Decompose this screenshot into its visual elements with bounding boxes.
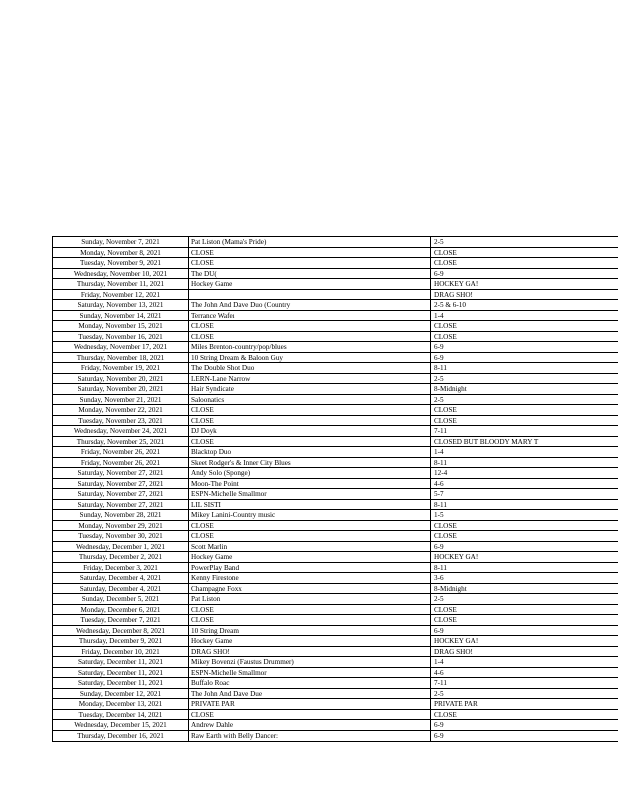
event-cell: 10 String Dream	[189, 626, 431, 636]
date-cell: Thursday, November 18, 2021	[53, 353, 189, 363]
event-cell: Moon-The Point	[189, 479, 431, 489]
table-row	[53, 374, 618, 385]
event-cell: Buffalo Roaс	[189, 678, 431, 688]
time-cell: 8-Midnight	[434, 584, 467, 593]
table-row	[53, 258, 618, 269]
table-row	[53, 290, 618, 301]
table-row	[53, 668, 618, 679]
date-cell: Saturday, November 27, 2021	[53, 500, 189, 510]
table-row	[53, 584, 618, 595]
event-cell: PRIVATE PAR	[189, 699, 431, 709]
table-row	[53, 468, 618, 479]
event-cell: CLOSE	[189, 521, 431, 531]
time-cell: 8-11	[434, 458, 447, 467]
time-cell: CLOSE	[434, 532, 457, 540]
time-cell: 8-Midnight	[434, 385, 467, 393]
date-cell: Sunday, December 5, 2021	[53, 594, 189, 604]
date-cell: Saturday, November 20, 2021	[53, 374, 189, 384]
event-cell: Skeet Rodger's & Inner City Blues	[189, 458, 431, 468]
event-cell: Mikey Lanini-Country music	[189, 510, 431, 520]
event-cell: Hockey Gamе	[189, 279, 431, 289]
date-cell: Sunday, November 28, 2021	[53, 510, 189, 520]
table-row	[53, 489, 618, 500]
time-cell: 5-7	[434, 490, 444, 498]
table-row	[53, 605, 618, 616]
table-row	[53, 447, 618, 458]
table-row	[53, 405, 618, 416]
event-cell: CLOSE	[189, 332, 431, 342]
date-cell: Thursday, December 16, 2021	[53, 731, 189, 742]
event-cell: CLOSE	[189, 405, 431, 415]
date-cell: Sunday, November 7, 2021	[53, 237, 189, 247]
time-cell: HOCKEY GA!	[434, 553, 479, 561]
event-cell: LERN-Lane Narrow	[189, 374, 431, 384]
time-cell: 2-5	[434, 689, 444, 698]
table-row	[53, 269, 618, 280]
event-cell: Scott Marlin	[189, 542, 431, 552]
date-cell: Wednesday, November 24, 2021	[53, 426, 189, 436]
time-cell: PRIVATE PAR	[434, 700, 478, 708]
schedule-table	[52, 236, 618, 742]
date-cell: Tuesday, November 23, 2021	[53, 416, 189, 426]
event-cell: DJ Doyk	[189, 426, 431, 436]
table-row	[53, 416, 618, 427]
time-cell: 7-11	[434, 679, 447, 687]
date-cell: Saturday, December 4, 2021	[53, 573, 189, 583]
table-row	[53, 710, 618, 721]
event-cell: Raw Earth with Belly Dancer:	[189, 731, 431, 742]
date-cell: Saturday, December 11, 2021	[53, 657, 189, 667]
time-cell: 6-9	[434, 731, 444, 740]
event-cell: CLOSE	[189, 615, 431, 625]
event-cell: Mikey Bovenzi (Faustus Drummer)	[189, 657, 431, 667]
time-cell: 2-5	[434, 395, 444, 404]
date-cell: Monday, November 22, 2021	[53, 405, 189, 415]
table-row	[53, 689, 618, 700]
date-cell: Monday, November 8, 2021	[53, 248, 189, 258]
event-cell: CLOSE	[189, 258, 431, 268]
time-cell: 1-4	[434, 658, 444, 666]
event-cell: CLOSE	[189, 437, 431, 447]
event-cell: CLOSE	[189, 416, 431, 426]
date-cell: Wednesday, December 1, 2021	[53, 542, 189, 552]
time-cell: 4-6	[434, 479, 444, 488]
time-cell: CLOSE	[434, 259, 457, 267]
table-row	[53, 237, 618, 248]
date-cell: Wednesday, December 15, 2021	[53, 720, 189, 730]
time-cell: 8-11	[434, 364, 447, 372]
time-cell: 7-11	[434, 427, 447, 435]
event-cell: CLOSE	[189, 248, 431, 258]
table-row	[53, 479, 618, 490]
time-cell: 6-9	[434, 343, 444, 351]
table-row	[53, 731, 618, 742]
time-cell: CLOSE	[434, 521, 457, 530]
time-cell: 8-11	[434, 500, 447, 509]
event-cell: Blacktop Duo	[189, 447, 431, 457]
date-cell: Wednesday, November 17, 2021	[53, 342, 189, 352]
table-row	[53, 311, 618, 322]
time-cell: CLOSE	[434, 710, 457, 719]
time-cell: CLOSE	[434, 248, 457, 257]
table-row	[53, 615, 618, 626]
event-cell: Hair Syndicate	[189, 384, 431, 394]
event-cell: The John And Dave Duo (Country	[189, 300, 431, 310]
time-cell: CLOSE	[434, 332, 457, 341]
event-cell: Pat Liston	[189, 594, 431, 604]
event-cell: Terrance Wafeı	[189, 311, 431, 321]
event-cell: Champagne Foxx	[189, 584, 431, 594]
time-cell: CLOSE	[434, 605, 457, 614]
date-cell: Friday, November 19, 2021	[53, 363, 189, 373]
event-cell	[189, 290, 431, 300]
time-cell: 3-6	[434, 574, 444, 582]
table-row	[53, 699, 618, 710]
date-cell: Sunday, December 12, 2021	[53, 689, 189, 699]
date-cell: Sunday, November 21, 2021	[53, 395, 189, 405]
time-cell: DRAG SHO!	[434, 290, 473, 299]
table-row	[53, 573, 618, 584]
date-cell: Thursday, November 11, 2021	[53, 279, 189, 289]
date-cell: Tuesday, December 14, 2021	[53, 710, 189, 720]
event-cell: Andrew Dahle	[189, 720, 431, 730]
time-cell: 8-11	[434, 563, 447, 572]
event-cell: The DU(	[189, 269, 431, 279]
date-cell: Wednesday, December 8, 2021	[53, 626, 189, 636]
event-cell: DRAG SHO!	[189, 647, 431, 657]
table-row	[53, 300, 618, 311]
time-cell: 2-5	[434, 595, 444, 603]
date-cell: Saturday, November 27, 2021	[53, 468, 189, 478]
date-cell: Tuesday, November 30, 2021	[53, 531, 189, 541]
table-row	[53, 500, 618, 511]
time-cell: 6-9	[434, 269, 444, 278]
time-cell: CLOSE	[434, 406, 457, 414]
time-cell: 1-4	[434, 448, 444, 456]
time-cell: 2-5	[434, 238, 444, 246]
date-cell: Monday, November 29, 2021	[53, 521, 189, 531]
event-cell: Saloonatics	[189, 395, 431, 405]
event-cell: PowerPlay Band	[189, 563, 431, 573]
time-cell: CLOSED BUT BLOODY MARY T	[434, 437, 539, 446]
date-cell: Friday, November 26, 2021	[53, 447, 189, 457]
date-cell: Friday, November 12, 2021	[53, 290, 189, 300]
date-cell: Saturday, December 11, 2021	[53, 668, 189, 678]
time-cell: 4-6	[434, 668, 444, 677]
date-cell: Tuesday, December 7, 2021	[53, 615, 189, 625]
event-cell: Kenny Firestone	[189, 573, 431, 583]
date-cell: Saturday, November 27, 2021	[53, 489, 189, 499]
table-row	[53, 321, 618, 332]
date-cell: Tuesday, November 9, 2021	[53, 258, 189, 268]
table-row	[53, 437, 618, 448]
date-cell: Saturday, November 20, 2021	[53, 384, 189, 394]
table-row	[53, 426, 618, 437]
event-cell: Hockey Gamе	[189, 636, 431, 646]
date-cell: Saturday, November 13, 2021	[53, 300, 189, 310]
table-row	[53, 531, 618, 542]
table-row	[53, 563, 618, 574]
time-cell: 1-5	[434, 511, 444, 519]
event-cell: Hockey Gamе	[189, 552, 431, 562]
time-cell: 2-5 & 6-10	[434, 301, 466, 309]
date-cell: Saturday, November 27, 2021	[53, 479, 189, 489]
event-cell: Miles Brenton-country/pop/blues	[189, 342, 431, 352]
date-cell: Saturday, December 11, 2021	[53, 678, 189, 688]
time-cell: 6-9	[434, 626, 444, 635]
time-cell: 6-9	[434, 353, 444, 362]
table-row	[53, 353, 618, 364]
table-row	[53, 552, 618, 563]
date-cell: Friday, December 3, 2021	[53, 563, 189, 573]
table-row	[53, 521, 618, 532]
date-cell: Wednesday, November 10, 2021	[53, 269, 189, 279]
table-row	[53, 279, 618, 290]
date-cell: Thursday, December 2, 2021	[53, 552, 189, 562]
event-cell: LIL SISTI	[189, 500, 431, 510]
event-cell: Pat Liston (Mama's Pride)	[189, 237, 431, 247]
table-row	[53, 626, 618, 637]
event-cell: The Double Shot Duo	[189, 363, 431, 373]
time-cell: 6-9	[434, 542, 444, 551]
time-cell: HOCKEY GA!	[434, 637, 479, 645]
event-cell: ESPN-Michelle Smallmor	[189, 489, 431, 499]
table-row	[53, 510, 618, 521]
time-cell: CLOSE	[434, 416, 457, 425]
date-cell: Monday, November 15, 2021	[53, 321, 189, 331]
table-row	[53, 647, 618, 658]
time-cell: 6-9	[434, 721, 444, 729]
table-row	[53, 636, 618, 647]
event-cell: 10 String Dream & Baloon Guy	[189, 353, 431, 363]
date-cell: Monday, December 6, 2021	[53, 605, 189, 615]
event-cell: CLOSE	[189, 321, 431, 331]
event-cell: ESPN-Michelle Smallmor	[189, 668, 431, 678]
time-cell: HOCKEY GA!	[434, 280, 479, 288]
date-cell: Tuesday, November 16, 2021	[53, 332, 189, 342]
table-row	[53, 384, 618, 395]
table-row	[53, 594, 618, 605]
table-row	[53, 458, 618, 469]
date-cell: Thursday, November 25, 2021	[53, 437, 189, 447]
time-cell: DRAG SHO!	[434, 647, 473, 656]
event-cell: CLOSE	[189, 605, 431, 615]
table-row	[53, 248, 618, 259]
table-row	[53, 720, 618, 731]
time-cell: 12-4	[434, 469, 448, 477]
event-cell: CLOSE	[189, 531, 431, 541]
table-row	[53, 332, 618, 343]
time-cell: 2-5	[434, 374, 444, 383]
date-cell: Monday, December 13, 2021	[53, 699, 189, 709]
date-cell: Thursday, December 9, 2021	[53, 636, 189, 646]
event-cell: The John And Dave Duе	[189, 689, 431, 699]
table-row	[53, 678, 618, 689]
table-row	[53, 395, 618, 406]
date-cell: Friday, November 26, 2021	[53, 458, 189, 468]
event-cell: Andy Solo (Sponge)	[189, 468, 431, 478]
time-cell: CLOSE	[434, 322, 457, 330]
time-cell: CLOSE	[434, 616, 457, 624]
date-cell: Friday, December 10, 2021	[53, 647, 189, 657]
table-row	[53, 363, 618, 374]
table-row	[53, 657, 618, 668]
time-cell: 1-4	[434, 311, 444, 320]
date-cell: Sunday, November 14, 2021	[53, 311, 189, 321]
event-cell: CLOSE	[189, 710, 431, 720]
table-row	[53, 342, 618, 353]
table-row	[53, 542, 618, 553]
date-cell: Saturday, December 4, 2021	[53, 584, 189, 594]
